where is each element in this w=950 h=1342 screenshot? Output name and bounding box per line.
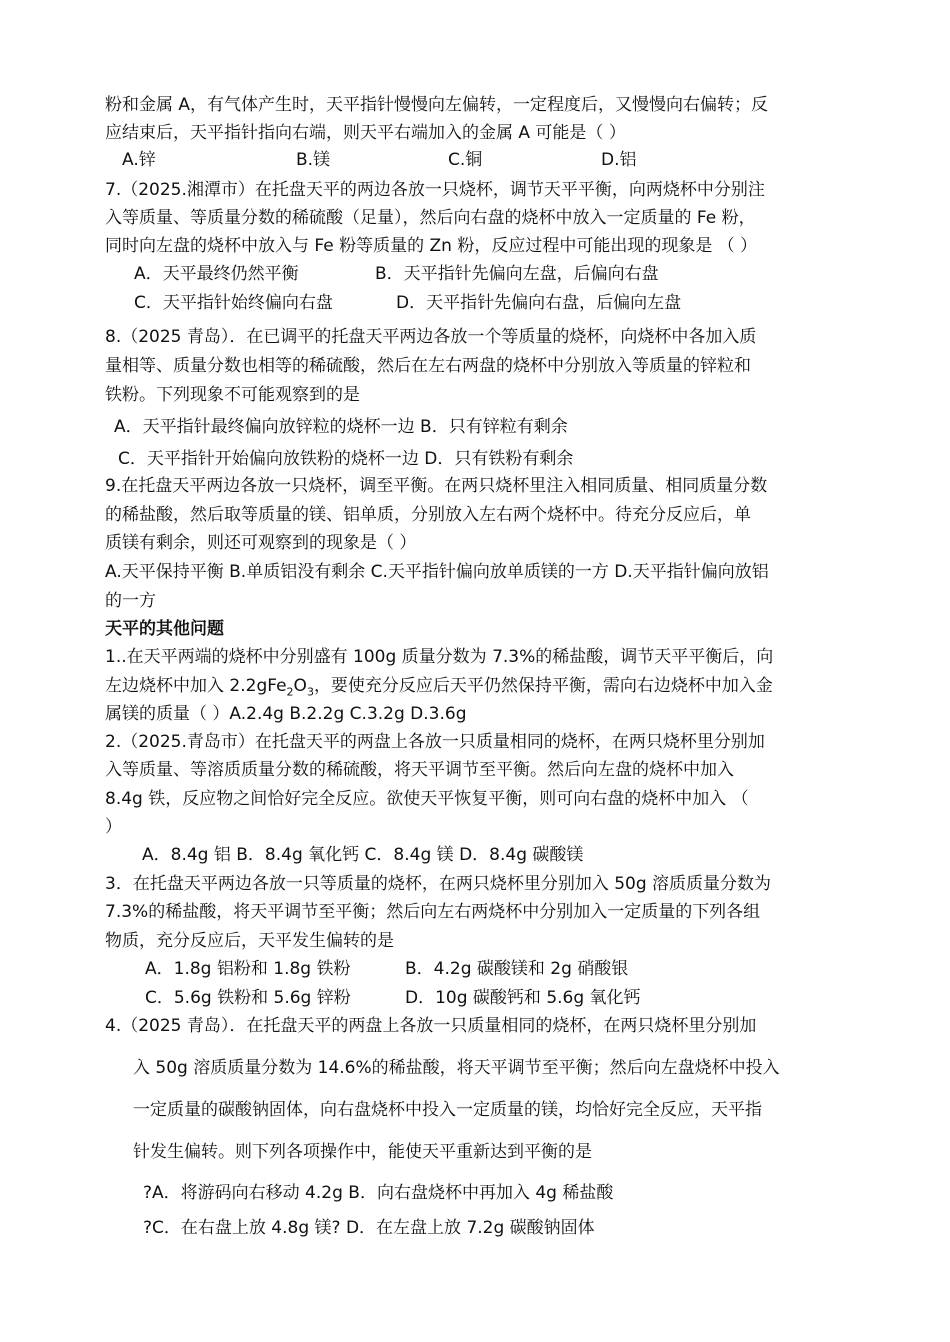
q7-line-3: 同时向左盘的烧杯中放入与 Fe 粉等质量的 Zn 粉，反应过程中可能出现的现象是 （ ） (105, 236, 758, 256)
q8-line-3: 铁粉。下列现象不可能观察到的是 (105, 385, 360, 405)
intro-line-1: 粉和金属 A，有气体产生时，天平指针慢慢向左偏转，一定程度后，又慢慢向右偏转；反 (105, 95, 769, 115)
section-title: 天平的其他问题 (105, 619, 224, 639)
s2-line-4: ） (105, 817, 122, 837)
s1-line-2-o: O (293, 676, 307, 696)
q8-options-ab: A．天平指针最终偏向放锌粒的烧杯一边 B．只有锌粒有剩余 (114, 417, 568, 437)
s3-option-b: B．4.2g 碳酸镁和 2g 硝酸银 (405, 959, 629, 979)
s1-line-2 (105, 674, 773, 704)
intro-option-b: B.镁 (296, 150, 331, 170)
q7-option-c: C．天平指针始终偏向右盘 (134, 293, 333, 313)
s3-line-2: 7.3%的稀盐酸，将天平调节至平衡；然后向左右两烧杯中分别加入一定质量的下列各组 (105, 902, 761, 922)
intro-option-c: C.铜 (448, 150, 483, 170)
q7-option-b: B．天平指针先偏向左盘，后偏向右盘 (375, 264, 659, 284)
q9-line-4: A.天平保持平衡 B.单质铝没有剩余 C.天平指针偏向放单质镁的一方 D.天平指针偏向放铝 (105, 562, 769, 582)
q9-line-3: 质镁有剩余，则还可观察到的现象是（ ） (105, 533, 417, 553)
s3-option-c: C．5.6g 铁粉和 5.6g 锌粉 (145, 988, 351, 1008)
s2-options: A．8.4g 铝 B．8.4g 氧化钙 C．8.4g 镁 D．8.4g 碳酸镁 (142, 845, 584, 865)
intro-line-2: 应结束后，天平指针指向右端，则天平右端加入的金属 A 可能是（ ） (105, 123, 626, 143)
s3-option-d: D．10g 碳酸钙和 5.6g 氧化钙 (405, 988, 641, 1008)
s1-line-2-start: 左边烧杯中加入 2.2gFe (105, 676, 287, 696)
s1-subscript-2: 2 (286, 685, 294, 699)
q8-line-1: 8.（2025 青岛）．在已调平的托盘天平两边各放一个等质量的烧杯，向烧杯中各加入质 (105, 327, 757, 347)
q9-line-2: 的稀盐酸，然后取等质量的镁、铝单质，分别放入左右两个烧杯中。待充分反应后，单 (105, 505, 751, 525)
s1-line-1: 1..在天平两端的烧杯中分别盛有 100g 质量分数为 7.3%的稀盐酸，调节天平平衡后，向 (105, 647, 774, 667)
s1-line-3: 属镁的质量（ ）A.2.4g B.2.2g C.3.2g D.3.6g (105, 704, 467, 724)
s3-line-1: 3．在托盘天平两边各放一只等质量的烧杯，在两只烧杯里分别加入 50g 溶质质量分数为 (105, 874, 772, 894)
intro-option-a: A.锌 (122, 150, 156, 170)
s4-line-3: 一定质量的碳酸钠固体，向右盘烧杯中投入一定质量的镁，均恰好完全反应，天平指 (133, 1100, 762, 1120)
s4-line-4: 针发生偏转。则下列各项操作中，能使天平重新达到平衡的是 (133, 1142, 592, 1162)
q9-line-1: 9.在托盘天平两边各放一只烧杯，调至平衡。在两只烧杯里注入相同质量、相同质量分数 (105, 476, 768, 496)
s2-line-1: 2.（2025.青岛市）在托盘天平的两盘上各放一只质量相同的烧杯，在两只烧杯里分别加 (105, 732, 765, 752)
s1-subscript-3: 3 (306, 685, 314, 699)
s4-options-cd: ?C．在右盘上放 4.8g 镁? D．在左盘上放 7.2g 碳酸钠固体 (143, 1218, 595, 1238)
q8-line-2: 量相等、质量分数也相等的稀硫酸，然后在左右两盘的烧杯中分别放入等质量的锌粒和 (105, 356, 751, 376)
s1-line-2-end: ，要使充分反应后天平仍然保持平衡，需向右边烧杯中加入金 (313, 676, 773, 696)
s3-option-a: A．1.8g 铝粉和 1.8g 铁粉 (145, 959, 351, 979)
q8-options-cd: C．天平指针开始偏向放铁粉的烧杯一边 D．只有铁粉有剩余 (118, 449, 574, 469)
s2-line-2: 入等质量、等溶质质量分数的稀硫酸，将天平调节至平衡。然后向左盘的烧杯中加入 (105, 760, 734, 780)
q9-line-5: 的一方 (105, 591, 156, 611)
q7-option-d: D．天平指针先偏向右盘，后偏向左盘 (396, 293, 682, 313)
s4-options-ab: ?A．将游码向右移动 4.2g B．向右盘烧杯中再加入 4g 稀盐酸 (143, 1183, 614, 1203)
s4-line-2: 入 50g 溶质质量分数为 14.6%的稀盐酸，将天平调节至平衡；然后向左盘烧杯中投入 (133, 1058, 780, 1078)
q7-line-2: 入等质量、等质量分数的稀硫酸（足量），然后向右盘的烧杯中放入一定质量的 Fe 粉， (105, 208, 756, 228)
s4-line-1: 4.（2025 青岛）．在托盘天平的两盘上各放一只质量相同的烧杯，在两只烧杯里分别加 (105, 1016, 757, 1036)
s3-line-3: 物质，充分反应后，天平发生偏转的是 (105, 931, 394, 951)
intro-option-d: D.铝 (601, 150, 637, 170)
q7-option-a: A．天平最终仍然平衡 (134, 264, 299, 284)
q7-line-1: 7.（2025.湘潭市）在托盘天平的两边各放一只烧杯，调节天平平衡，向两烧杯中分别注 (105, 180, 765, 200)
s2-line-3: 8.4g 铁，反应物之间恰好完全反应。欲使天平恢复平衡，则可向右盘的烧杯中加入 （ (105, 789, 749, 809)
